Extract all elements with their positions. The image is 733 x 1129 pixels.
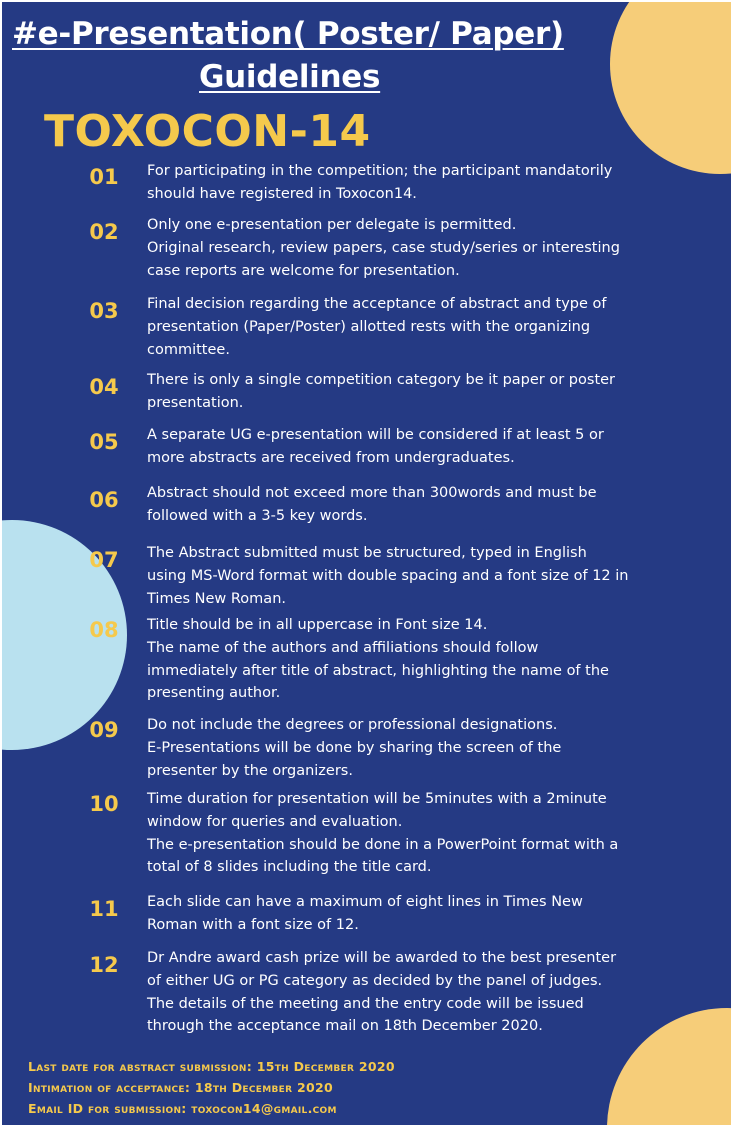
guideline-line: Title should be in all uppercase in Font size 14. [147, 617, 488, 633]
guideline-line: presentation (Paper/Poster) allotted rests with the organizing [147, 318, 591, 335]
guideline-line: Each slide can have a maximum of eight lines in Times New [147, 894, 583, 910]
guideline-number: 02 [89, 220, 119, 244]
guideline-number: 03 [89, 299, 119, 323]
guideline-line: immediately after title of abstract, highlighting the name of the [147, 662, 609, 679]
guideline-line: Dr Andre award cash prize will be awarded to the best presenter [147, 950, 617, 966]
guideline-line: presenter by the organizers. [147, 762, 353, 779]
poster [2, 2, 731, 1125]
decorative-circle-top-right [610, 2, 731, 174]
guideline-line: Times New Roman. [147, 590, 286, 607]
guideline-line: The e-presentation should be done in a PowerPoint format with a [147, 836, 619, 853]
guideline-line: using MS-Word format with double spacing and a font size of 12 in [147, 567, 629, 584]
guideline-line: total of 8 slides including the title card. [147, 859, 432, 876]
guideline-number: 09 [89, 718, 119, 742]
abstract-deadline: Last date for abstract submission: 15th December 2020 [28, 1059, 395, 1074]
page-title: #e-Presentation( Poster/ Paper) [12, 16, 564, 52]
guideline-line: The name of the authors and affiliations should follow [147, 639, 539, 656]
guideline-line: Do not include the degrees or professional designations. [147, 717, 558, 733]
page-subtitle: Guidelines [199, 59, 381, 95]
guideline-text [147, 482, 677, 528]
guideline-line: Final decision regarding the acceptance of abstract and type of [147, 296, 607, 312]
acceptance-date: Intimation of acceptance: 18th December 2020 [28, 1080, 333, 1095]
guideline-line: Abstract should not exceed more than 300words and must be [147, 485, 597, 501]
guideline-line: of either UG or PG category as decided by the panel of judges. [147, 972, 603, 989]
guideline-line: followed with a 3-5 key words. [147, 507, 368, 524]
guideline-text [147, 788, 677, 879]
guideline-line: more abstracts are received from undergraduates. [147, 449, 515, 466]
guideline-text [147, 369, 677, 415]
guideline-line: A separate UG e-presentation will be considered if at least 5 or [147, 427, 604, 443]
guideline-text [147, 614, 677, 705]
guideline-number: 05 [89, 430, 119, 454]
guideline-line: through the acceptance mail on 18th December 2020. [147, 1018, 543, 1035]
guideline-line: For participating in the competition; the participant mandatorily [147, 163, 613, 179]
guideline-text [147, 160, 677, 206]
guideline-line: Only one e-presentation per delegate is permitted. [147, 217, 517, 233]
guideline-text [147, 424, 677, 470]
footer-info [28, 1056, 395, 1119]
guideline-line: window for queries and evaluation. [147, 813, 403, 830]
guideline-number: 08 [89, 618, 119, 642]
guideline-line: The Abstract submitted must be structured, typed in English [147, 545, 587, 561]
guideline-number: 01 [89, 165, 119, 189]
guideline-line: committee. [147, 341, 230, 358]
guideline-number: 10 [89, 792, 119, 816]
guideline-line: Roman with a font size of 12. [147, 916, 359, 933]
guideline-text [147, 891, 677, 937]
guideline-line: should have registered in Toxocon14. [147, 185, 417, 202]
guideline-line: E-Presentations will be done by sharing the screen of the [147, 739, 562, 756]
guideline-number: 06 [89, 488, 119, 512]
guideline-text [147, 947, 677, 1038]
submission-email: Email ID for submission: toxocon14@gmail.com [28, 1101, 337, 1116]
guideline-text [147, 293, 677, 361]
guideline-line: presentation. [147, 394, 244, 411]
event-name: TOXOCON-14 [44, 106, 371, 157]
guideline-line: presenting author. [147, 685, 281, 702]
guideline-number: 11 [89, 897, 119, 921]
guideline-line: There is only a single competition category be it paper or poster [147, 372, 616, 388]
guideline-text [147, 214, 677, 282]
guideline-number: 04 [89, 375, 119, 399]
guideline-text [147, 542, 677, 610]
guideline-number: 12 [89, 953, 119, 977]
guideline-line: The details of the meeting and the entry code will be issued [147, 995, 584, 1012]
guideline-line: Time duration for presentation will be 5minutes with a 2minute [147, 791, 607, 807]
guideline-number: 07 [89, 548, 119, 572]
guideline-line: Original research, review papers, case study/series or interesting [147, 239, 620, 256]
guideline-line: case reports are welcome for presentation. [147, 262, 460, 279]
guideline-text [147, 714, 677, 782]
